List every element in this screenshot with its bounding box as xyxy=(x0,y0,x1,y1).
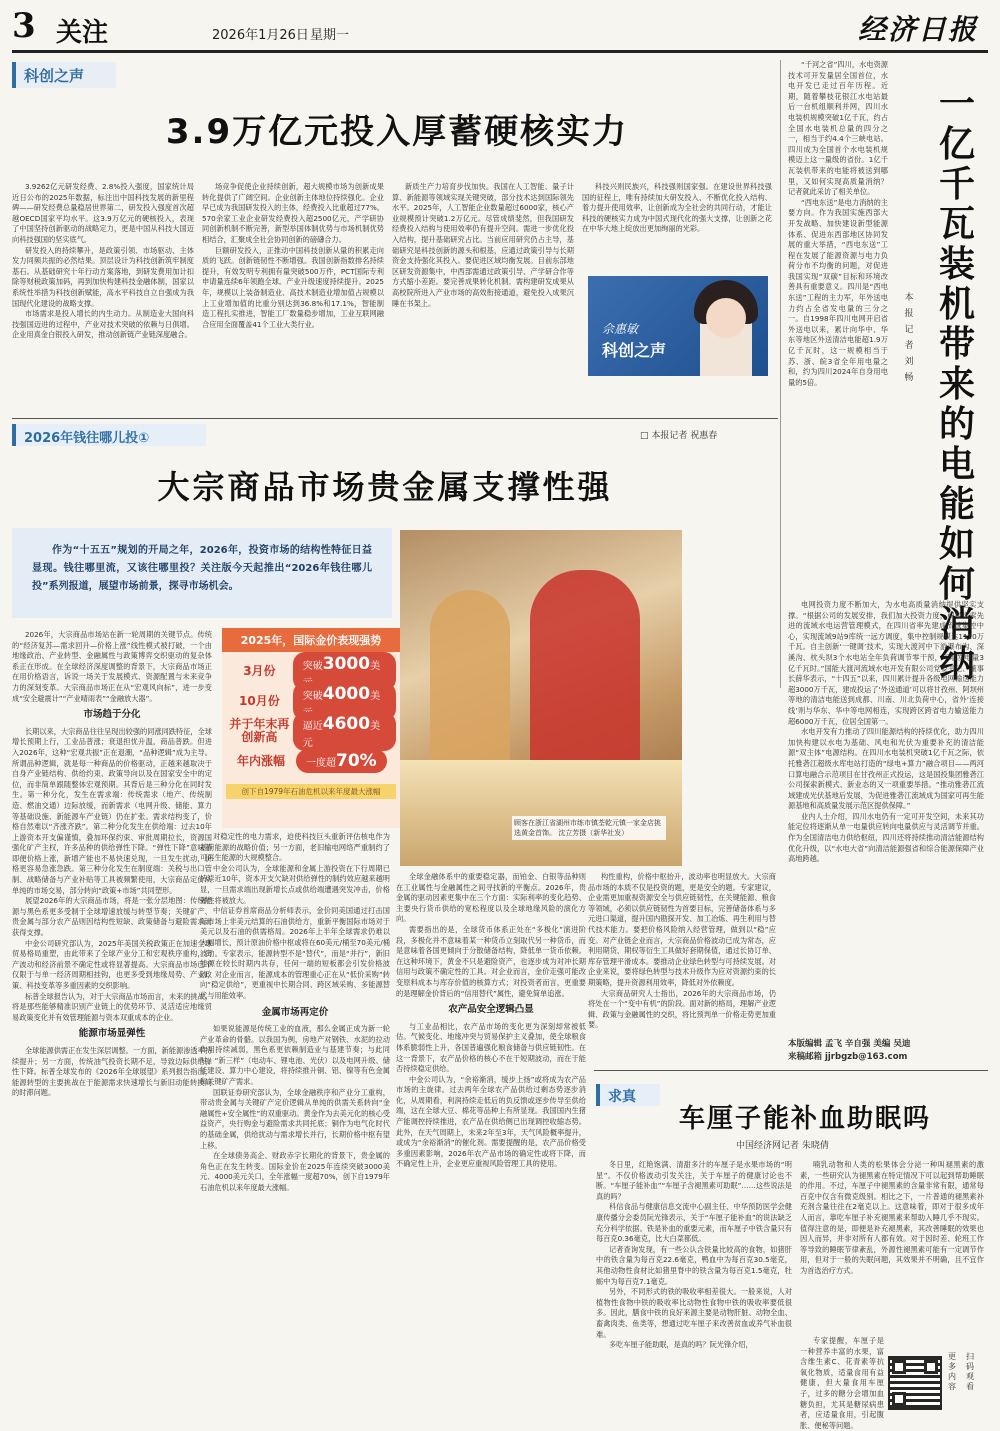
article-commodities-col2 xyxy=(200,832,390,1396)
paragraph: 如果说能源是传统工业的血液，那么金属正成为新一轮产业革命的骨骼。以我国为例，房地产对钢铁、水泥的拉动作用持续减弱，黑色系更依赖制造业与基建节奏；与此同时，“新三样”（电动车、锂电池、光伏）以及电网升级、储能建设、算力中心建设，将持续推升铜、铝、镍等有色金属和关键矿产需求。 xyxy=(200,1024,390,1087)
paragraph: 另外，不同形式的铁的吸收率相差很大。一般来说，人对植物性食物中铁的吸收率比动物性食物中铁的吸收率要低很多。因此，膳食中铁的良好来源主要是动物肝脏、动物全血、畜禽肉类、鱼类等，想通过吃车厘子来改善贫血或养气补血很难。 xyxy=(596,1287,792,1339)
issue-date: 2026年1月26日 xyxy=(212,28,309,43)
column-label-text: 科创之声 xyxy=(24,67,85,85)
gold-price-row xyxy=(226,748,396,774)
paragraph: 3.9262亿元研发经费、2.8%投入强度，国家统计局近日公布的2025年数据，标注出中国科技发展的新里程碑——研发经费总量稳居世界第二，研发投入强度首次超越OECD国家平均水平。这3.9万亿元的硬核投入，表现了中国坚持创新驱动的战略定力，更是中国从科技大国迈向科技强国的坚实底气。 xyxy=(12,182,194,244)
paragraph: 展望2026年的大宗商品市场，将是一张分层地图：传统能源与黑色系更多受制于全球增速放缓与转型节奏；关键矿产、贵金属与部分农产品则因结构性短缺、政策储备与避险需求而获得支撑。 xyxy=(12,896,212,938)
byline: 本报记者 刘 畅 xyxy=(904,293,914,383)
editor-line: 本版编辑 孟飞 辛自强 美编 吴迪 xyxy=(788,1039,911,1049)
paragraph: 记者查询发现，有一些公认含铁量比较高的食物，如猪肝中的铁含量为每百克22.6毫克，鸭血中为每百克30.5毫克，其他动物性食材比如猪里脊中的铁含量为每百克1.5毫克，牡蛎中为每百克7.1毫克。 xyxy=(596,1244,792,1286)
columnist-photo xyxy=(588,276,768,376)
gold-row-prefix: 突破 xyxy=(302,660,323,672)
email-line: 来稿邮箱 jjrbgzb@163.com xyxy=(788,1052,908,1062)
gold-rows xyxy=(222,652,400,780)
qr-finder xyxy=(892,1360,906,1374)
section-name: 关注 xyxy=(56,18,109,48)
image-caption: 科创之声 xyxy=(602,341,667,360)
headline-rd-investment: 3.9万亿元投入厚蓄硬核实力 xyxy=(165,112,629,152)
paragraph: 中金公司认为，全球能源和金属上游投资在下行周期已持续近10年，资本开支欠缺对供给弹性的制约效应越来越明显，一旦需求端出现新增长点或供给端遭遇突发冲击，价格弹性将被放大。 xyxy=(200,863,390,905)
paragraph: 大宗商品研究人士指出，2026年的大宗商品市场，仍将处在一个“变中有机”的阶段。面对新的格局，理解产业逻辑、政策与金融属性的交织，将比预判单一价格走势更加重要。 xyxy=(588,988,776,1030)
paragraph: 业内人士介绍，四川水电仍有一定可开发空间，未来其功能定位将逐渐从单一电量供应转向电量供应与灵活调节并重。作为全国清洁电力供给枢纽，四川还将持续推动清洁能源结构优化升级，以“水电大省”向清洁能源强省和综合能源保障产业高地跨越。 xyxy=(788,811,984,864)
byline: □ 本报记者 祝惠春 xyxy=(640,431,718,441)
qr-finder xyxy=(924,1360,938,1374)
paragraph: 多吃车厘子能助眠，是真的吗？阮光锋介绍， xyxy=(608,1340,753,1350)
column-label-text: 求真 xyxy=(608,1089,636,1105)
gold-row-label: 年内涨幅 xyxy=(236,753,285,768)
paragraph: 冬日里，红艳饱满、清甜多汁的车厘子是水果市场的“明星”。不仅价格波动引发关注，关于车厘子的健康讨论也不断。“车厘子能补血”“车厘子含褪黑素可助眠”……这些说法是真的吗？ xyxy=(596,1160,792,1201)
column-label-kechuang xyxy=(12,62,116,88)
page-header xyxy=(12,6,988,48)
paragraph: 科技兴则民族兴，科技强则国家强。在建设世界科技强国的征程上，唯有持续加大研发投入、不断优化投入结构、着力提升使用效率，让创新成为全社会的共同行动，才能让科技的硬核实力成为中国式现代化的强大支撑，让创新之花在中华大地上绽放出更加绚丽的光彩。 xyxy=(582,182,772,234)
qr-code[interactable] xyxy=(888,1356,942,1410)
headline-hydropower: 一亿千瓦装机带来的电能如何消纳 xyxy=(938,83,975,685)
article-commodities-col1 xyxy=(12,630,212,1396)
paragraph: 需要指出的是，全球货币体系正处在“多极化”演进阶段，多极化并不意味着某一种货币立刻取代另一种货币，而是意味着各国更倾向于分散储备结构，降低单一货币依赖。在这种环境下，黄金不只是避险资产，也逐步成为对冲长期信用与政策不确定性的工具。对企业而言，金价走强可能改变原料成本与库存价值的核算方式；对投资者而言，更重要的是理解金价背后的“信用替代”属性，避免简单追涨。 xyxy=(396,924,586,998)
gold-row-label: 10月份 xyxy=(239,693,280,708)
qr-label xyxy=(948,1352,962,1392)
paragraph: 水电开发有力推动了四川能源结构的持续优化，助力四川加快构建以水电为基础、风电和光伏为重要补充的清洁能源“双主体”电源结构。在四川水电装机突破1亿千瓦之际，依托雅砻江超级水库电站打造的“绿电+算力”融合项目——两河口算电融合示范项目在甘孜州正式投运，这是国投集团雅砻江公司探索新模式、新业态的又一项重要举措。“推动雅砻江流域建成光伏基地后发展，为促进雅砻江流域成为国家可再生能源基地和高质量发展示范区提供保障。” xyxy=(788,727,984,811)
paragraph: 专家提醒，车厘子是一种营养丰富的水果，富含维生素C、花青素等抗氧化物质，适量食用有益健康，但大量食用车厘子，过多的糖分会增加血糖负担，尤其是糖尿病患者，应适量食用，引起腹胀、便秘等问题。 xyxy=(800,1336,884,1430)
page-number: 3 xyxy=(12,6,36,46)
paragraph: “西电东送”是电力消纳的主要方向。作为我国实施西部大开发战略、加快建设新型能源体系、促进东西部地区协同发展的重大举措，“西电东送”工程在发展了能源资源与电力负荷分布不均衡的问题，对促进我国实现“双碳”目标和环境改善具有重要意义。四川是“西电东送”工程的主力军，年外送电力约占全省发电量的三分之一。自1998年四川电网开启省外送电以来，累计向华中、华东等地区外送清洁电能超1.9万亿千瓦时，这一规模相当于苏、浙、皖3省全年用电量之和，约为四川2024年自身用电量的5倍。 xyxy=(788,197,888,387)
paragraph: 中金公司研究部认为，2025年美国关税政策正在加速全球贸易格局重塑，由此带来了全球产业分工和宏观秩序重构，资产波动和经济前景不确定性或将显著提高。大宗商品市场已不仅限于与单一经济周期相挂钩，也更多受到地缘局势、产业政策、科技变革等多重因素的交织影响。 xyxy=(12,938,212,990)
gold-price-infographic xyxy=(222,628,400,828)
editor-credit xyxy=(788,1038,984,1064)
gold-row-number: 4600 xyxy=(322,713,371,734)
qr-label xyxy=(966,1352,980,1392)
portrait-face xyxy=(706,298,746,338)
gold-row-prefix: 逼近 xyxy=(302,720,323,732)
gold-row-prefix: 一度超 xyxy=(306,758,336,769)
column-label-text: 2026年钱往哪儿投① xyxy=(24,431,150,446)
intro-box xyxy=(12,528,392,618)
gold-row-prefix: 突破 xyxy=(302,690,323,702)
article-commodities-col3 xyxy=(396,872,586,1396)
paragraph: 场竞争促使企业持续创新，超大规模市场为创新成果转化提供了广阔空间。企业创新主体地位持续强化。企业早已成为我国研发投入的主体，经费投入比重超过77%。570余家工业企业研发经费投入超2500亿元，产学研协同创新机制不断完善，新型举国体制优势与市场机制优势相结合，汇聚成全社会协同创新的磅礴合力。 xyxy=(202,182,384,244)
paragraph: 国联证券研究部认为，全球金融秩序和产业分工重构，带动贵金属与关键矿产定价逻辑从单纯的供需关系转向“金融属性+安全属性”的双重驱动。黄金作为去美元化的核心受益资产，央行购金与避险需求共同托底；铜作为电气化时代的基础金属，供给扰动与需求增长并行，长期价格中枢有望上移。 xyxy=(200,1087,390,1150)
article-commodities-col4 xyxy=(588,872,776,1082)
gold-row-value xyxy=(296,749,387,773)
article-kechuang-col3 xyxy=(392,182,574,372)
divider xyxy=(594,1070,988,1071)
paragraph: “千河之省”四川，水电资源技术可开发量居全国首位，水电开发已走过百年历程。近期，随着攀枝花银江水电站最后一台机组顺利并网，四川水电装机规模突破1亿千瓦，约占全国水电装机总量的四分之一，相当于约4.4个三峡电站。四川成为全国首个水电装机规模迈上这一量级的省份。1亿千瓦装机带来的电能将被送到哪里，又如何实现高质量消纳？记者就此采访了相关单位。 xyxy=(788,60,888,197)
gold-row-unit: 美元 xyxy=(302,720,381,749)
paragraph: 对稳定性的电力需求，迫使科技巨头重新评估核电作为基荷能源的战略价值；另一方面，老旧输电网络严重制约了可再生能源的大规模整合。 xyxy=(200,832,390,863)
paragraph: 新质生产力培育步伐加快。我国在人工智能、量子计算、新能源等领域实现关键突破，部分技术达到国际领先水平。2025年，人工智能企业数量超过6000家，核心产业规模预计突破1.2万亿元。尽管成绩斐然，但我国研发经费投入结构与使用效率仍有提升空间。需进一步优化投入结构，提升基础研究占比。当前应用研究仍占主导，基础研究是科技创新的源头和根基，应通过政策引导与长期资金支持强化其投入。要促进区域均衡发展。目前东部地区研发资源集中，中西部需通过政策引导、产学研合作等方式缩小差距。要完善成果转化机制。需构建研发成果从高校院所进入产业市场的高效衔接通道，避免投入成果沉睡在书架上。 xyxy=(392,182,574,308)
subheading: 能源市场显弹性 xyxy=(78,1028,146,1040)
paragraph: 在全球债务高企、财政赤字长期化的背景下，贵金属的角色正在发生转变。国际金价在2025年连续突破3000美元、4000美元关口，全年涨幅一度超70%，创下自1979年石油危机以来年度最大涨幅。 xyxy=(200,1151,390,1192)
article-kechuang-col2 xyxy=(202,182,384,372)
gold-row-number: 70% xyxy=(336,751,377,771)
paragraph: 科信食品与健康信息交流中心副主任、中华预防医学会健康传播分会委员阮光锋表示，关于“车厘子能补血”的说法缺乏充分科学依据。铁是补血的重要元素，而车厘子中铁含量只有每百克0.36毫克，比大白菜都低。 xyxy=(596,1202,792,1244)
gold-price-row xyxy=(226,683,396,714)
photo-counter xyxy=(400,760,682,866)
article-cherries-col2 xyxy=(800,1160,984,1350)
intro-text: 作为“十五五”规划的开局之年，2026年，投资市场的结构性特征日益显现。钱往哪里流，又该往哪里投？关注版今天起推出“2026年钱往哪儿投”系列报道，展望市场前景，探寻市场机会。 xyxy=(32,545,372,592)
paragraph: 喃乳动物和人类的松果体会分泌一种叫褪黑素的激素，一些研究认为褪黑素在特定情况下可以起到帮助睡眠的作用。不过，车厘子中褪黑素的含量非常有限，通常每百克中仅含有微克级别。相比之下，一片普通的褪黑素补充剂含量往往在2毫克以上。这意味着，即对于很多成年人而言，靠吃车厘子补充褪黑素来帮助入睡几乎不现实。值得注意的是，即便是补充褪黑素，其改善睡眠的效果也因人而异，并非对所有人都有效。对于因时差、轮班工作等导致的睡眠节律紊乱，外源性褪黑素可能有一定调节作用，但对于一般的失眠问题，其效果并不明确，且不宜作为首选治疗方式。 xyxy=(800,1160,984,1275)
paragraph: 2026年，大宗商品市场站在新一轮周期的关键节点。传统的“经济复苏—需求回升—价格上涨”线性模式被打破，一个由地缘政治、产业转型、金融属性与政策博弈交织驱动的复杂体系正在形成。在全球经济深度调整的背景下，大宗商品市场正在用价格语言，诉说一场关于发展模式、资源配置与未来竞争力的深刻变革。大宗商品市场正在从“宏观风向标”，进一步变成“安全避震计”“产业晴雨表”“金融放大器”。 xyxy=(12,630,212,703)
byline: 中国经济网记者 朱晓倩 xyxy=(736,1141,829,1151)
article-kechuang-col4 xyxy=(582,182,772,270)
divider xyxy=(780,60,781,688)
subheading: 农产品安全逻辑凸显 xyxy=(448,1004,534,1016)
subheading: 市场趋于分化 xyxy=(83,709,141,721)
gold-row-unit: 美 xyxy=(370,660,381,672)
gold-row-number: 4000 xyxy=(322,683,371,704)
paragraph: 巨额研发投入，正推动中国科技创新从量的积累走向质的飞跃。创新链韧性不断增强。我国创新指数排名持续提升，有效发明专利拥有量突破500万件，PCT国际专利申请量连续6年领跑全球。产业升级速度持续提升。2025年，规模以上装备制造业、高技术制造业增加值占规模以上工业增加值的比重分别达到36.8%和17.1%，智能制造工程扎实推进，智能工厂数量稳步增加，工业互联网融合应用全面覆盖41个工业大类行业。 xyxy=(202,245,384,329)
paragraph: 中信证券首席商品分析师表示，金价同美国通过打击国际市场上非美元结算的石油供给方，重新平衡国际市场对于美元以及石油的供需格局。2026年上半年全球需求仍难以大幅增长，预计原油价格中枢或将在60美元/桶至70美元/桶波动。专家表示，能源转型不是“替代”，而是“并行”，新旧能源在较长时期内共存，任何一端的短板都会引发价格波动，对企业而言，能源成本的管理重心正在从“低价采购”转向“稳定供给”，更重视中长期合同、跨区域采购、多能源替代与用能效率。 xyxy=(200,906,390,1000)
gold-row-unit: 美 xyxy=(370,690,381,702)
paragraph: 长期以来，大宗商品往往呈现出较强的同涨同跌特征，全球增长预期上行，工业品普涨；衰退担忧升温，商品普跌。但进入2026年，这种“宏观共振”正在退潮，“品种逻辑”成为主导。所谓品种逻辑，就是每一种商品的价格驱动，正越来越取决于自身产业链结构、供给约束、政策导向以及在国家安全中的定位，而非简单跟随整体宏观预期。其背后是三种分化在同时发生。第一种分化，发生在需求端：传统需求（地产、传统制造、燃油交通）边际放缓，而新需求（电网升级、储能、算力等基础设施、新能源车产业链）仍在扩张。需求结构变了，价格自然难以“齐涨齐跌”。第二种分化发生在供给端：过去10年上游资本开支偏谨慎，叠加环保约束、审批周期拉长，资源国强化矿产主权，许多品种的供给弹性下降。“弹性下降”意味着即便价格上涨，新增产能也不易快速兑现，一旦发生扰动，价格更容易急涨急跌。第三种分化发生在制度端：关税与出口管制、战略储备与产业补贴等工具被频繁使用，大宗商品定价从单纯的市场交易，部分转向“政策+市场”共同塑形。 xyxy=(12,726,212,895)
gold-row-label: 3月份 xyxy=(243,663,276,678)
paragraph: 全球金融体系中的重要稳定器，而铂金、白银等品种则在工业属性与金融属性之间寻找新的平衡点。2026年，贵金属的驱动因素更集中在三个方面：实际利率的变化趋势、主要央行货币供给的宽松程度以及全球地缘风险的演化方向。 xyxy=(396,872,586,924)
article-cherries-col3 xyxy=(800,1336,884,1430)
article-hydropower-narrow xyxy=(788,60,888,596)
paragraph: 全球能源供需正在发生深层调整。一方面，新能源渗透率持续提升；另一方面，传统油气投资长期不足，导致边际供给弹性下降。标普全球发布的《2026年全球展望》系列报告指出，能源转型的主要挑战在于能源需求快速增长与新旧动能转换间的时滞问题。 xyxy=(12,1045,212,1098)
paragraph: 中金公司认为，“余裕渐消，缓步上扬”或将成为农产品市场的主旋律。过去两年全球农产品供给过剩态势逐步消化，从周期看，利润持续走低后的负反馈或逐步传导至供给端，这在全球大豆、棉花等品种上有所显现。我国国内生猪产能调控持续推进，农产品在供给侧已出现调控收缩态势。此外，在天气周期上，未来2年至3年，天气风险概率提升，或成为“余裕渐消”的催化剂。需要提醒的是，农产品价格受多重因素影响，2026年农产品市场的确定性或将下降，而不确定性上升，企业更应重视风险管理工具的使用。 xyxy=(396,1074,586,1169)
subheading: 金属市场再定价 xyxy=(261,1006,329,1018)
masthead-logo: 经济日报 xyxy=(857,13,978,46)
infographic-title: 2025年，国际金价表现强势 xyxy=(222,628,400,652)
paragraph: 市场需求是投入增长的内生动力。从制造业大国向科技强国迈进的过程中，产业对技术突破的依赖与日俱增。企业用真金白银投入研发，推动创新链产业链深度融合。 xyxy=(12,309,194,340)
columnist-signature: 佘惠敏 xyxy=(602,322,639,336)
article-cherries-col1 xyxy=(596,1160,792,1408)
headline-cherries: 车厘子能补血助眠吗 xyxy=(678,1104,931,1134)
paragraph: 电网投资力度不断加大，为水电高质量消纳提供坚实支撑。“根据公司的发展安排，我们加大投资力度，积极探索先进的流域水电运营管理模式，在四川省率先建成流域集控中心，实现流域9站9库统一远方调度，集中控制规模达1110万千瓦。自主创新‘一键调’技术，实现大渡河中下游瀑布沟、深溪沟、枕头坝3个水电站全年负荷调节零干预，年增发电量3亿千瓦时。”国能大渡河流域水电开发有限公司党委书记、董事长薛华表示，“十四五”以来，四川累计提升各级电网输送能力超3000万千瓦，建成投运了‘外送通道’可以将甘孜州、阿坝州等地的清洁电能送到成都、川南、川北负荷中心，省外‘连接线’则与华东、华中等电网相连，实现跨区跨省电力输送能力超6000万千瓦，位居全国第一。 xyxy=(788,600,984,726)
qr-label-text: 更多内容 xyxy=(948,1352,956,1391)
gold-price-row xyxy=(226,653,396,684)
column-label-qianwang xyxy=(12,424,206,446)
paragraph: 与工业品相比，农产品市场的变化更为深刻却常被低估。气候变化、地缘冲突与贸易保护主义叠加，使全球粮食体系脆弱性上升，各国普遍强化粮食储备与供应链韧性。在这一背景下，农产品价格的核心不在于短期波动，而在于能否持续稳定供给。 xyxy=(396,1021,586,1074)
header-rule xyxy=(12,50,988,53)
issue-weekday: 星期一 xyxy=(310,28,350,43)
paragraph: 构性重构，价格中枢抬升，波动率也明显放大。大宗商品市场的本质不仅是投资的题，更是安全的题。专家建议，企业需更加重视资源安全与供应链韧性，在关键能源、粮食等领域，必须以供应链韧性为首要目标，完善储备体系与多元进口渠道，提升国内勘探开发、加工冶炼、再生利用与替代技术能力。要把价格风险纳入经营管理，做到以“稳”应变。对产业链企业而言，大宗商品价格波动已成为常态，应利用期货、期权等衍生工具做好套期保值，通过长协订单、库存管理平滑成本。要推动企业绿色转型与可持续发展。对企业来说，要将绿色转型与技术升级作为应对资源约束的长期策略，提升资源利用效率，降低对外依赖度。 xyxy=(588,872,776,987)
gold-row-label: 并于年末再创新高 xyxy=(229,717,290,744)
infographic-footnote: 创下自1979年石油危机以来年度最大涨幅 xyxy=(226,784,396,799)
gold-row-value xyxy=(293,712,396,751)
gold-row-number: 3000 xyxy=(322,653,371,674)
paragraph: 研发投入的持续攀升，是政策引领、市场驱动、主体发力同频共振的必然结果。顶层设计为科技创新筑牢制度基石。从基础研究十年行动方案落地，到研发费用加计扣除等财税政策加码，再到加快构建科技金融体制，国家以系统性举措为科技创新赋能，高水平科技自立自强成为我国现代化建设的战略支撑。 xyxy=(12,245,194,308)
qr-finder xyxy=(892,1392,906,1406)
qr-label-text: 扫码观看 xyxy=(966,1352,974,1391)
article-hydropower-wide xyxy=(788,600,984,1020)
photo-caption: 顾客在浙江省湖州市练市镇荃乾元镇一家金店挑选黄金首饰。 沈立芳摄（新华社发） xyxy=(512,816,666,840)
gold-price-row xyxy=(226,713,396,749)
divider xyxy=(12,418,778,419)
paragraph: 标普全球报告认为，对于大宗商品市场而言，未来的挑战，将是那些能够精准识别产业链上的优势环节、灵活适应地缘贸易政策变化并有效管理能源与资本双重成本的企业。 xyxy=(12,991,212,1022)
headline-commodities: 大宗商品市场贵金属支撑性强 xyxy=(157,468,613,506)
article-kechuang-col1 xyxy=(12,182,194,372)
